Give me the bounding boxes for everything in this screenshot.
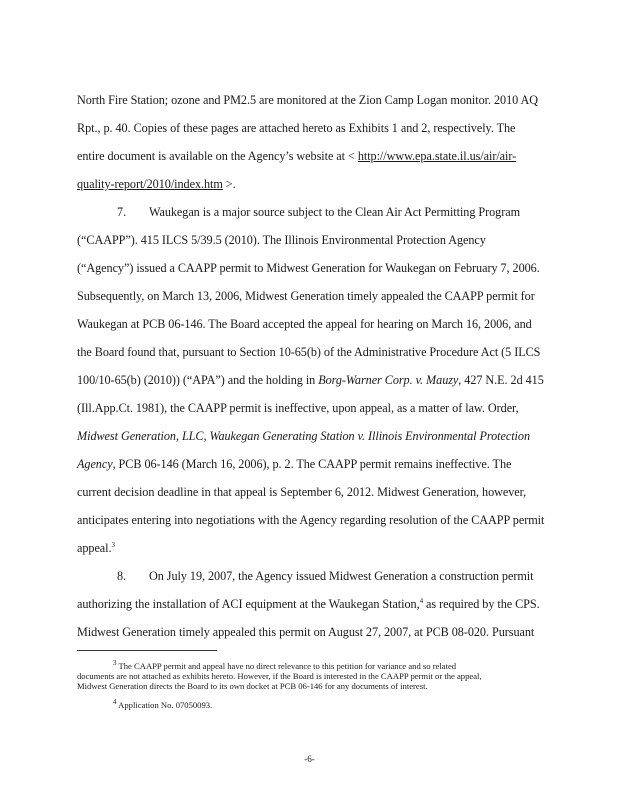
body-text: >. xyxy=(222,177,236,191)
body-line xyxy=(77,373,544,387)
body-line: Subsequently, on March 13, 2006, Midwest Generation timely appealed the CAAPP permit for xyxy=(77,289,535,303)
case-citation-line: Midwest Generation, LLC, Waukegan Generating Station v. Illinois Environmental Protection xyxy=(77,429,530,443)
footnote-text: The CAAPP permit and appeal have no direct relevance to this petition for variance and so related xyxy=(116,661,457,671)
footnote-text: Application No. 07050093. xyxy=(116,700,213,710)
body-line: (Ill.App.Ct. 1981), the CAAPP permit is ineffective, upon appeal, as a matter of law. Order, xyxy=(77,401,519,415)
footnote-4 xyxy=(113,700,212,710)
body-text: 100/10-65(b) (2010)) (“APA”) and the holding in xyxy=(77,373,319,387)
body-line xyxy=(77,541,115,555)
footnote-line: documents are not attached as exhibits hereto. However, if the Board is interested in the CAAPP permit or the appeal, xyxy=(77,671,482,681)
body-text: , 427 N.E. 2d 415 xyxy=(458,373,544,387)
footnote-reference[interactable]: 4 xyxy=(419,596,424,605)
body-line xyxy=(77,177,236,191)
case-citation: Agency xyxy=(77,457,113,471)
footnote-mark: 4 xyxy=(113,698,117,707)
body-line: current decision deadline in that appeal is September 6, 2012. Midwest Generation, however, xyxy=(77,485,527,499)
body-text: authorizing the installation of ACI equipment at the Waukegan Station, xyxy=(77,597,420,611)
body-line: the Board found that, pursuant to Section 10-65(b) of the Administrative Procedure Act (5 ILCS xyxy=(77,345,541,359)
agency-url-link-continued[interactable]: quality-report/2010/index.htm xyxy=(77,177,223,191)
page-number: -6- xyxy=(304,754,315,764)
case-citation: Borg-Warner Corp. v. Mauzy xyxy=(318,373,459,387)
body-line: On July 19, 2007, the Agency issued Midwest Generation a construction permit xyxy=(149,569,534,583)
paragraph-number: 8. xyxy=(117,569,127,583)
body-line: North Fire Station; ozone and PM2.5 are monitored at the Zion Camp Logan monitor. 2010 AQ xyxy=(77,93,538,107)
body-line: (“CAAPP”). 415 ILCS 5/39.5 (2010). The Illinois Environmental Protection Agency xyxy=(77,233,486,247)
body-line: (“Agency”) issued a CAAPP permit to Midwest Generation for Waukegan on February 7, 2006. xyxy=(77,261,540,275)
body-line: Waukegan at PCB 06-146. The Board accepted the appeal for hearing on March 16, 2006, and xyxy=(77,317,532,331)
body-text: as required by the CPS. xyxy=(423,597,540,611)
body-line xyxy=(77,149,516,163)
body-line xyxy=(77,597,540,611)
body-text: appeal. xyxy=(77,541,112,555)
body-line xyxy=(77,457,511,471)
body-line: Waukegan is a major source subject to the Clean Air Act Permitting Program xyxy=(149,205,521,219)
footnote-line: Midwest Generation directs the Board to its own docket at PCB 06-146 for any documents of interest. xyxy=(77,681,428,691)
body-line: Rpt., p. 40. Copies of these pages are attached hereto as Exhibits 1 and 2, respectively. The xyxy=(77,121,516,135)
body-line: Midwest Generation timely appealed this permit on August 27, 2007, at PCB 08-020. Pursuant xyxy=(77,625,535,639)
body-text: , PCB 06-146 (March 16, 2006), p. 2. The CAAPP permit remains ineffective. The xyxy=(112,457,512,471)
footnote-mark: 3 xyxy=(113,659,117,668)
body-line: anticipates entering into negotiations with the Agency regarding resolution of the CAAPP permit xyxy=(77,513,545,527)
paragraph-number: 7. xyxy=(117,205,127,219)
footnote-3 xyxy=(113,661,456,671)
body-text: entire document is available on the Agency’s website at < xyxy=(77,149,358,163)
footnote-divider xyxy=(77,650,217,651)
agency-url-link[interactable]: http://www.epa.state.il.us/air/air- xyxy=(357,149,517,163)
footnote-reference[interactable]: 3 xyxy=(111,540,115,549)
